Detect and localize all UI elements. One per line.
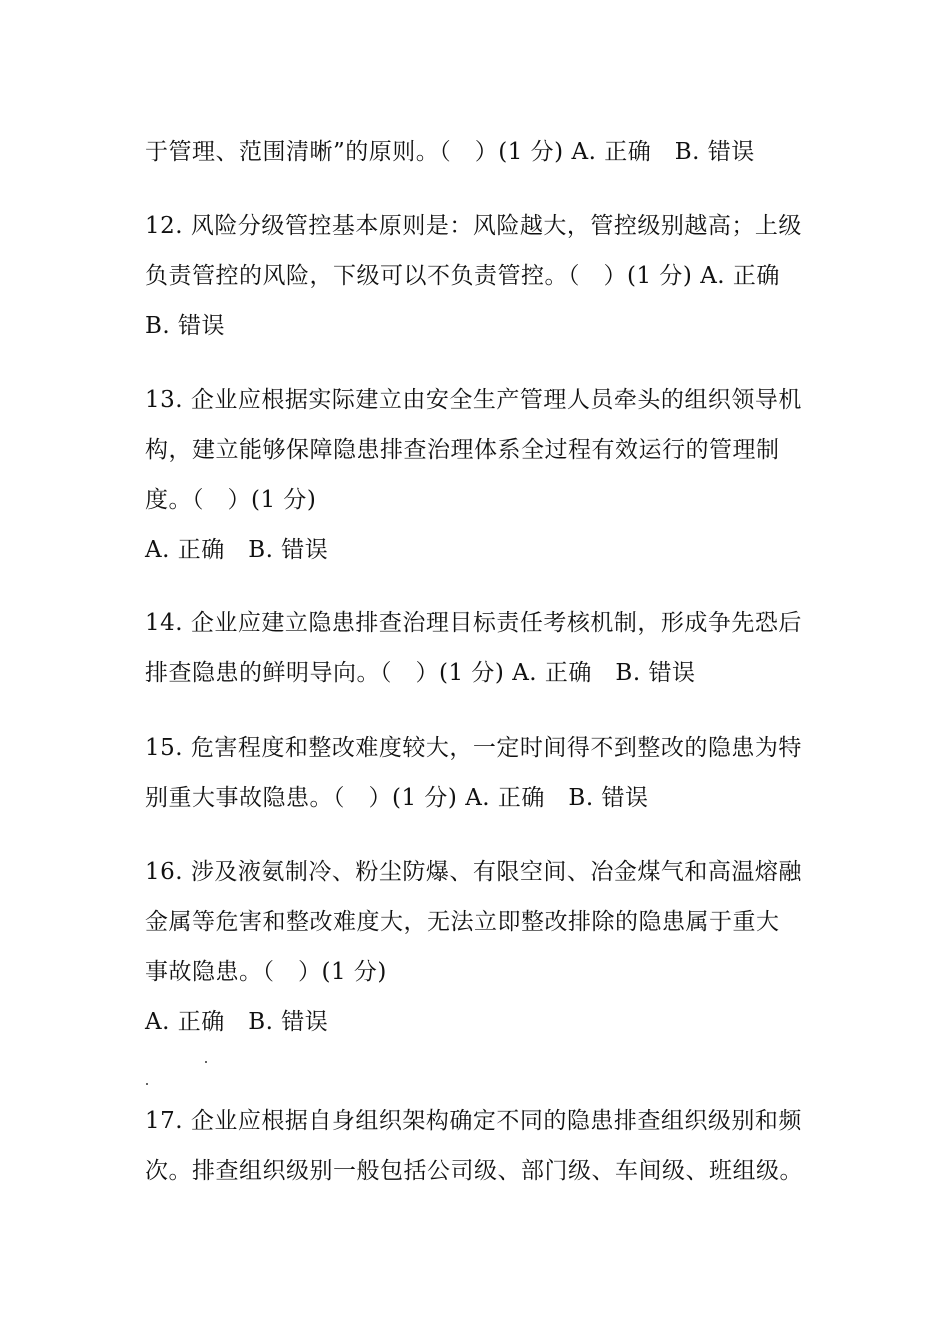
text-line: 17. 企业应根据自身组织架构确定不同的隐患排查组织级别和频 xyxy=(145,1108,802,1134)
text-line: B. 错误 xyxy=(145,313,226,339)
text-line: 构，建立能够保障隐患排查治理体系全过程有效运行的管理制 xyxy=(145,437,780,463)
text-line: A. 正确 B. 错误 xyxy=(145,537,329,563)
text-line: 16. 涉及液氨制冷、粉尘防爆、有限空间、冶金煤气和高温熔融 xyxy=(145,859,802,885)
text-line: 金属等危害和整改难度大，无法立即整改排除的隐患属于重大 xyxy=(145,909,780,935)
text-line: 事故隐患。（ ）(1 分) xyxy=(145,959,387,985)
text-line: 15. 危害程度和整改难度较大，一定时间得不到整改的隐患为特 xyxy=(145,735,802,761)
stray-dot xyxy=(205,1061,207,1063)
text-line: 13. 企业应根据实际建立由安全生产管理人员牵头的组织领导机 xyxy=(145,387,802,413)
text-line: 负责管控的风险，下级可以不负责管控。（ ）(1 分) A. 正确 xyxy=(145,263,780,289)
text-line: 14. 企业应建立隐患排查治理目标责任考核机制，形成争先恐后 xyxy=(145,610,802,636)
text-line: 12. 风险分级管控基本原则是：风险越大，管控级别越高；上级 xyxy=(145,213,802,239)
text-line: 于管理、范围清晰”的原则。（ ）(1 分) A. 正确 B. 错误 xyxy=(145,139,755,165)
text-line: A. 正确 B. 错误 xyxy=(145,1009,329,1035)
text-line: 别重大事故隐患。（ ）(1 分) A. 正确 B. 错误 xyxy=(145,785,649,811)
text-line: 排查隐患的鲜明导向。（ ）(1 分) A. 正确 B. 错误 xyxy=(145,660,696,686)
text-line: 度。（ ）(1 分) xyxy=(145,487,317,513)
text-line: 次。排查组织级别一般包括公司级、部门级、车间级、班组级。 xyxy=(145,1158,803,1184)
stray-dot xyxy=(146,1083,148,1085)
